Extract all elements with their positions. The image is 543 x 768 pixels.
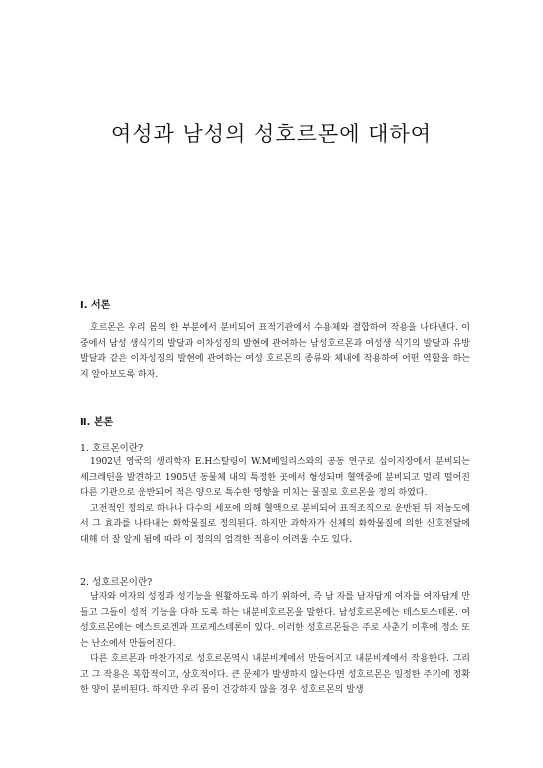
paragraph-text: 호르몬은 우리 몸의 한 부분에서 분비되어 표적기관에서 수용체와 결합하여 작용을 나타낸다. 이 중에서 남성 생식기의 발달과 이차성징의 발현에 관여하는 남성호르몬과 여성생 식기의 발달과 유방 발달과 같은 이차성징의 발현에 관여하는 여성 호르몬의 종류와 체내에 작용하여 어떤 역할을 하는지 알아보도록 하자. <box>80 323 470 380</box>
hormone-paragraphs <box>80 455 470 548</box>
subsection-title-hormone: 1. 호르몬이란? <box>80 443 144 454</box>
section-heading-body: Ⅱ. 본론 <box>80 417 114 428</box>
subsection-title-sex-hormone: 2. 성호르몬이란? <box>80 577 153 588</box>
section-heading-intro: Ⅰ. 서론 <box>80 300 111 311</box>
paragraph-text: 다른 호르몬과 마찬가지로 성호르몬역시 내분비계에서 만들어지고 내분비계에서 작용한다. 그리고 그 작용은 복합적이고, 상호적이다. 큰 문제가 발생하지 않는다면 성호르몬은 일정한 주기에 정확한 양이 분비된다. 하지만 우리 몸이 건강하지 않을 경우 성호르몬의 발생 <box>80 654 470 695</box>
paragraph-text: 고전적인 정의로 하나나 다수의 세포에 의해 혈액으로 분비되어 표적조직으로 운반된 뒤 저농도에서 그 효과를 나타내는 화학물질로 정의된다. 하지만 과학자가 신체의 화학물질에 의한 신호전달에 대해 더 잘 알게 됨에 따라 이 정의의 엄격한 적용이 어려울 수도 있다. <box>80 503 470 545</box>
intro-paragraph <box>80 321 470 383</box>
sex-hormone-paragraphs <box>80 590 470 699</box>
paragraph-text: 남자와 여자의 성징과 성기능을 원활하도록 하기 위하여, 즉 남 자를 남자답게 여자를 여자답게 만들고 그들이 성적 기능을 다하 도록 하는 내분비호르몬을 말한다. 남성호르몬에는 테스토스테론. 여성호르몬에는 에스트로겐과 프로게스테론이 있다. 이러한 성호르몬들은 주로 사춘기 이후에 정소 또는 난소에서 만들어진다. <box>80 592 470 649</box>
paragraph-text: 1902년 영국의 생리학자 E.H스탈링이 W.M베일리스와의 공동 연구로 십이지장에서 분비되는 세크레틴을 발견하고 1905년 동물체 내의 특정한 곳에서 형성되며 혈액중에 분비되고 멀리 떨어진 다른 기관으로 운반되어 적은 양으로 특수한 영향을 미치는 물질로 호르몬을 정의 하였다. <box>80 457 470 498</box>
document-title: 여성과 남성의 성호르몬에 대하여 <box>110 122 433 146</box>
